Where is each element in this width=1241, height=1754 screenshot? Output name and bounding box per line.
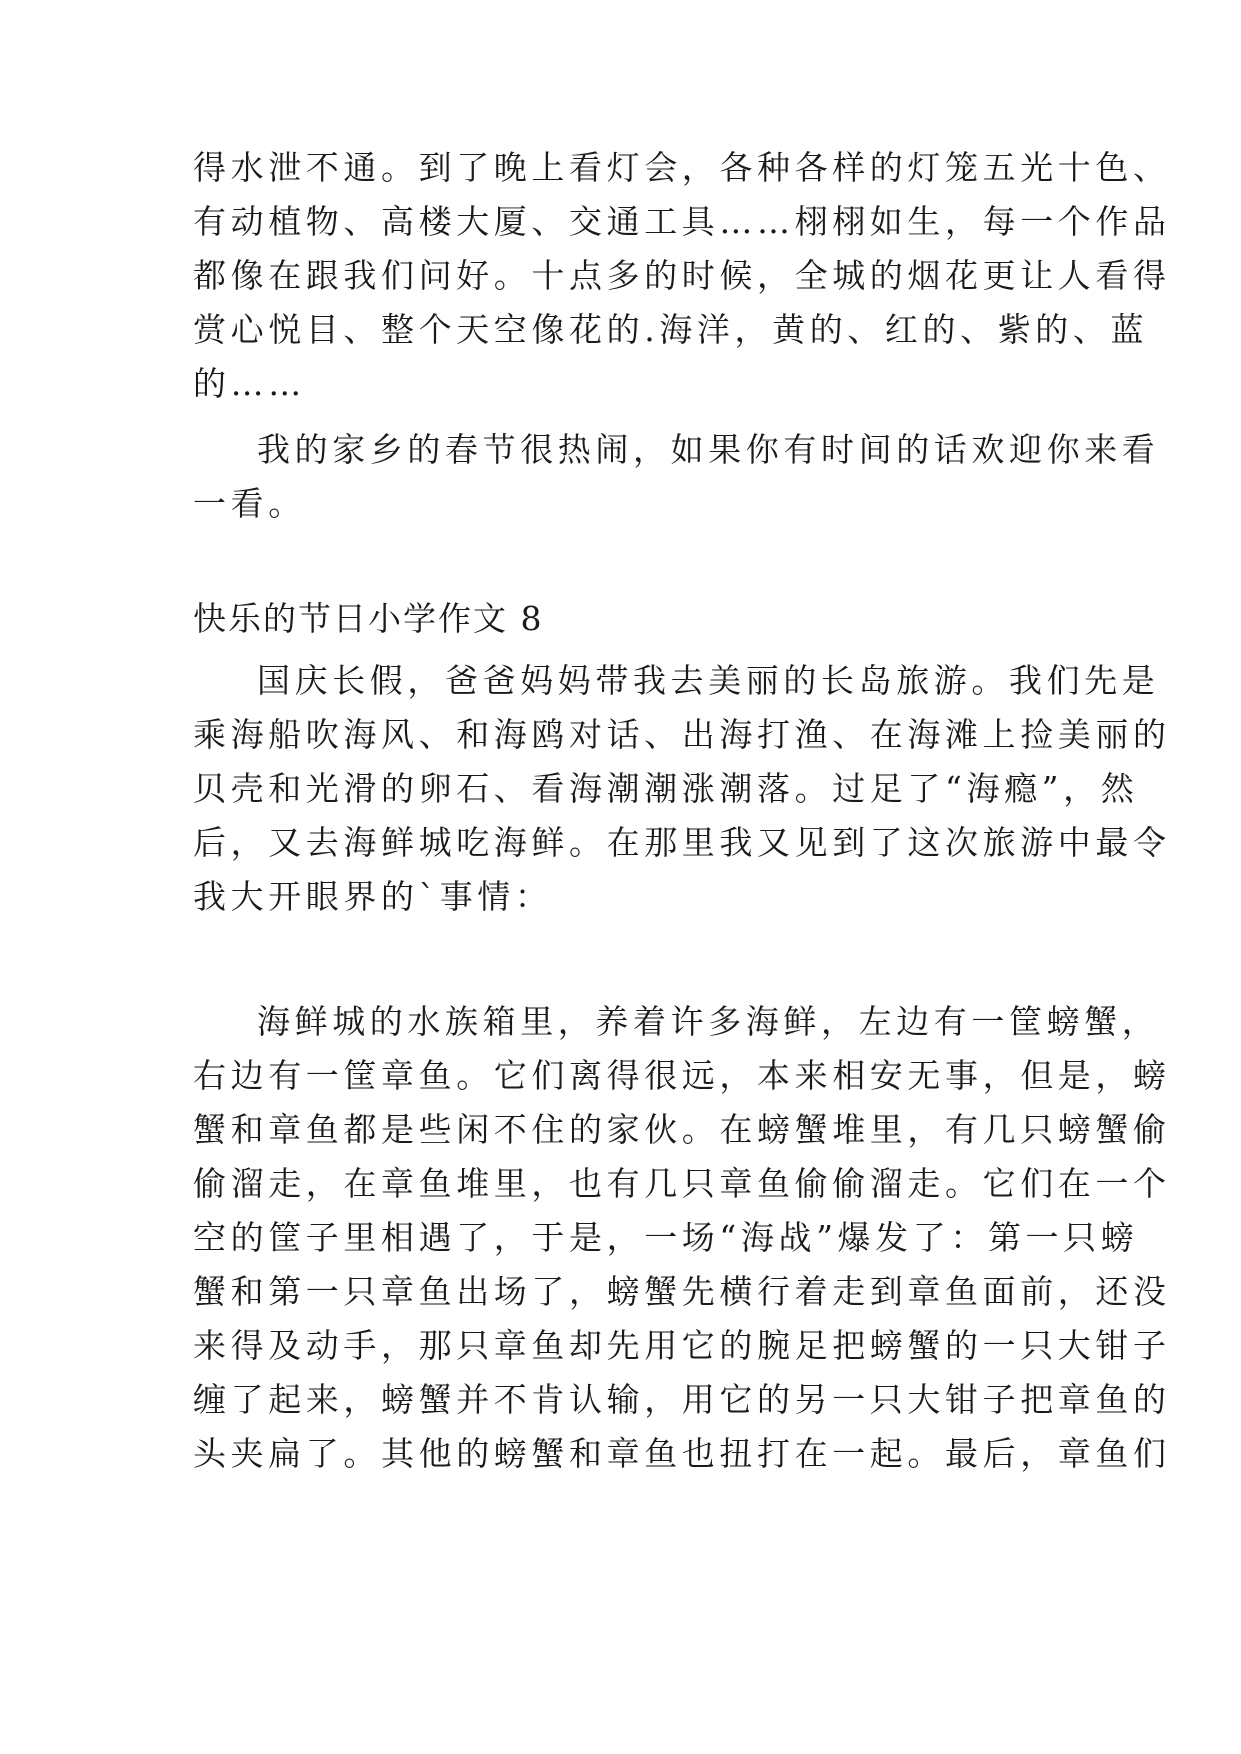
paragraph-line: 后，又去海鲜城吃海鲜。在那里我又见到了这次旅游中最令 (193, 823, 1171, 862)
paragraph-line: 空的筐子里相遇了，于是，一场“海战”爆发了：第一只螃 (193, 1218, 1139, 1257)
paragraph-line: 海鲜城的水族箱里，养着许多海鲜，左边有一筐螃蟹， (257, 1002, 1160, 1041)
paragraph-line: 蟹和章鱼都是些闲不住的家伙。在螃蟹堆里，有几只螃蟹偷 (193, 1110, 1171, 1149)
paragraph-line: 都像在跟我们问好。十点多的时候，全城的烟花更让人看得 (193, 256, 1171, 295)
paragraph-line: 赏心悦目、整个天空像花的.海洋，黄的、红的、紫的、蓝 (193, 310, 1149, 349)
paragraph-line: 蟹和第一只章鱼出场了，螃蟹先横行着走到章鱼面前，还没 (193, 1272, 1171, 1311)
paragraph-line: 乘海船吹海风、和海鸥对话、出海打渔、在海滩上捡美丽的 (193, 715, 1171, 754)
paragraph-line: 我的家乡的春节很热闹，如果你有时间的话欢迎你来看 (257, 430, 1160, 469)
paragraph-line: 右边有一筐章鱼。它们离得很远，本来相安无事，但是，螃 (193, 1056, 1171, 1095)
paragraph-line: 缠了起来，螃蟹并不肯认输，用它的另一只大钳子把章鱼的 (193, 1380, 1171, 1419)
paragraph-line: 偷溜走，在章鱼堆里，也有几只章鱼偷偷溜走。它们在一个 (193, 1164, 1171, 1203)
section-title: 快乐的节日小学作文 8 (193, 599, 544, 638)
paragraph-line: 我大开眼界的`事情： (193, 877, 553, 916)
paragraph-line: 的…… (193, 364, 306, 403)
paragraph-line: 得水泄不通。到了晚上看灯会，各种各样的灯笼五光十色、 (193, 148, 1171, 187)
paragraph-line: 来得及动手，那只章鱼却先用它的腕足把螃蟹的一只大钳子 (193, 1326, 1171, 1365)
paragraph-line: 有动植物、高楼大厦、交通工具……栩栩如生，每一个作品 (193, 202, 1171, 241)
paragraph-line: 头夹扁了。其他的螃蟹和章鱼也扭打在一起。最后，章鱼们 (193, 1434, 1171, 1473)
paragraph-line: 贝壳和光滑的卵石、看海潮潮涨潮落。过足了“海瘾”，然 (193, 769, 1139, 808)
paragraph-line: 一看。 (193, 484, 306, 523)
paragraph-line: 国庆长假，爸爸妈妈带我去美丽的长岛旅游。我们先是 (257, 661, 1160, 700)
